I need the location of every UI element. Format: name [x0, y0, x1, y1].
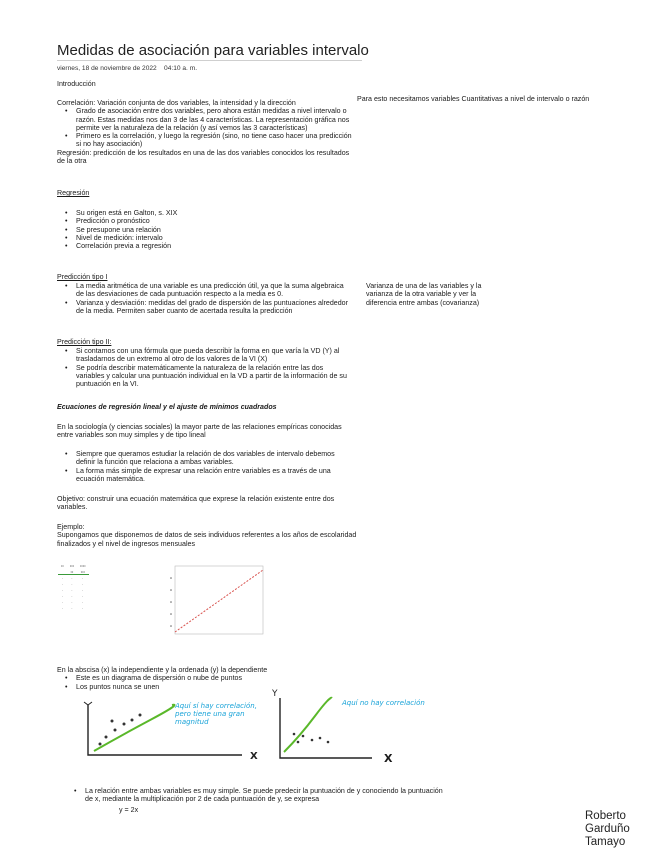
x-axis-label-2: X	[384, 752, 393, 765]
list-item: • Se presupone una relación	[57, 226, 352, 234]
list-item: • Nivel de medición: intervalo	[57, 234, 352, 242]
pred2-list	[57, 347, 352, 388]
author-line: Tamayo	[585, 836, 626, 848]
points	[99, 714, 142, 746]
pred2-heading: Predicción tipo II:	[57, 338, 112, 346]
list-item: • Grado de asociación entre dos variables, pero ahora están medidas a nivel intervalo o razón. Estas medidas nos dan 3 de las 4 características. La representación gráfica nos permite ver la naturaleza de la relación (y así vemos las 3 características)	[57, 107, 352, 132]
correlacion-section	[57, 99, 352, 165]
pred1-list	[57, 282, 352, 315]
tick-mark	[170, 601, 172, 603]
sociologia-section	[57, 450, 352, 483]
list-item: • La forma más simple de expresar una relación entre variables es a través de una ecuación matemática.	[57, 467, 352, 484]
page-date	[57, 65, 197, 72]
date-text: viernes, 18 de noviembre de 2022	[57, 65, 157, 72]
list-item: • Varianza y desviación: medidas del grado de dispersión de las puntuaciones alrededor de la media. Permiten saber cuanto de acertada resulta la predicción	[57, 299, 352, 316]
hand-scatter-no-correlation	[270, 686, 380, 766]
ejemplo-scatter-image	[165, 558, 270, 648]
plot-frame	[175, 566, 263, 634]
pred2-section	[57, 347, 352, 388]
equation: y = 2x	[119, 806, 139, 814]
list-item: • Correlación previa a regresión	[57, 242, 352, 250]
hand-note-no-correlation: Aquí no hay correlación	[342, 699, 425, 707]
ejemplo-text: Supongamos que disponemos de datos de seis individuos referentes a los años de escolaridad finalizados y el nivel de ingresos mensuales	[57, 531, 357, 548]
list-item: • Este es un diagrama de dispersión o nube de puntos	[57, 674, 377, 682]
x-axis-label: X	[250, 751, 258, 762]
ejemplo-data-table-image: •• ••• •••• •• ••• · · · · · · · · · · · · · · · · · ·	[58, 562, 89, 611]
trend-line	[284, 698, 332, 752]
title-divider	[57, 60, 362, 61]
author-line: Garduño	[585, 823, 630, 835]
intro-heading: Introducción	[57, 80, 96, 88]
abscisa-text: En la abscisa (x) la independiente y la ordenada (y) la dependiente	[57, 666, 268, 674]
regresion-section	[57, 209, 352, 250]
trend-line	[175, 570, 263, 632]
list-item: • La media aritmética de una variable es una predicción útil, ya que la suma algebraica de las desviaciones de cada puntuación respecto a la media es 0.	[57, 282, 352, 299]
pred1-heading: Predicción tipo I	[57, 273, 108, 281]
list-item: • Siempre que queramos estudiar la relación de dos variables de intervalo debemos definir la función que relaciona a ambas variables.	[57, 450, 352, 467]
regresion-heading: Regresión	[57, 189, 90, 197]
side-note-variables: Para esto necesitamos variables Cuantitativas a nivel de intervalo o razón	[357, 95, 590, 103]
page-title: Medidas de asociación para variables intervalo	[57, 42, 369, 59]
correlacion-list	[57, 107, 352, 148]
hand-note-correlation: Aquí sí hay correlación, pero tiene una gran magnitud	[175, 702, 257, 726]
list-item: • Los puntos nunca se unen	[57, 683, 377, 691]
list-item: • Se podría describir matemáticamente la naturaleza de la relación entre las dos variables y calcular una puntuación individual en la VD a partir de la información de su puntuación en la VI.	[57, 364, 352, 389]
trend-line	[94, 705, 175, 751]
author-line: Roberto	[585, 810, 626, 822]
relacion-section	[66, 787, 446, 804]
objetivo-text: Objetivo: construir una ecuación matemática que exprese la relación existente entre dos variables.	[57, 495, 335, 512]
list-item: • La relación entre ambas variables es muy simple. Se puede predecir la puntuación de y conociendo la puntuación de x, mediante la multiplicación por 2 de cada puntuación de y, se expresa	[66, 787, 446, 804]
correlacion-text: Correlación: Variación conjunta de dos variables, la intensidad y la dirección	[57, 99, 296, 107]
y-axis-label: Y	[272, 689, 278, 699]
sociologia-list	[57, 450, 352, 483]
pred1-section	[57, 282, 352, 315]
regresion-text: Regresión: predicción de los resultados en una de las dos variables conocidos los resultados de la otra	[57, 148, 350, 166]
tick-mark	[170, 613, 172, 615]
list-item: • Si contamos con una fórmula que pueda describir la forma en que varía la VD (Y) al trasladarnos de un extremo al otro de los valores de la VI (X)	[57, 347, 352, 364]
list-item: • Predicción o pronóstico	[57, 217, 352, 225]
tick-mark	[170, 589, 172, 591]
list-item: • Su origen está en Galton, s. XIX	[57, 209, 352, 217]
relacion-list	[66, 787, 446, 804]
y-arrow	[84, 702, 92, 705]
tick-mark	[170, 625, 172, 627]
time-text: 04:10 a. m.	[164, 65, 198, 72]
author-watermark	[585, 810, 630, 849]
ecuaciones-heading: Ecuaciones de regresión lineal y el ajuste de mínimos cuadrados	[57, 403, 277, 411]
ejemplo-heading: Ejemplo:	[57, 523, 85, 531]
tick-mark	[170, 577, 172, 579]
regresion-list	[57, 209, 352, 250]
sociologia-text: En la sociología (y ciencias sociales) la mayor parte de las relaciones empíricas conocidas entre variables son muy simples y de tipo lineal	[57, 423, 342, 440]
side-note-varianza: Varianza de una de las variables y la varianza de la otra variable y ver la diferencia entre ambas (covarianza)	[366, 282, 482, 307]
ejemplo-section	[57, 523, 357, 548]
axes	[280, 698, 372, 758]
list-item: • Primero es la correlación, y luego la regresión (sino, no tiene caso hacer una predicción si no hay asociación)	[57, 132, 352, 149]
